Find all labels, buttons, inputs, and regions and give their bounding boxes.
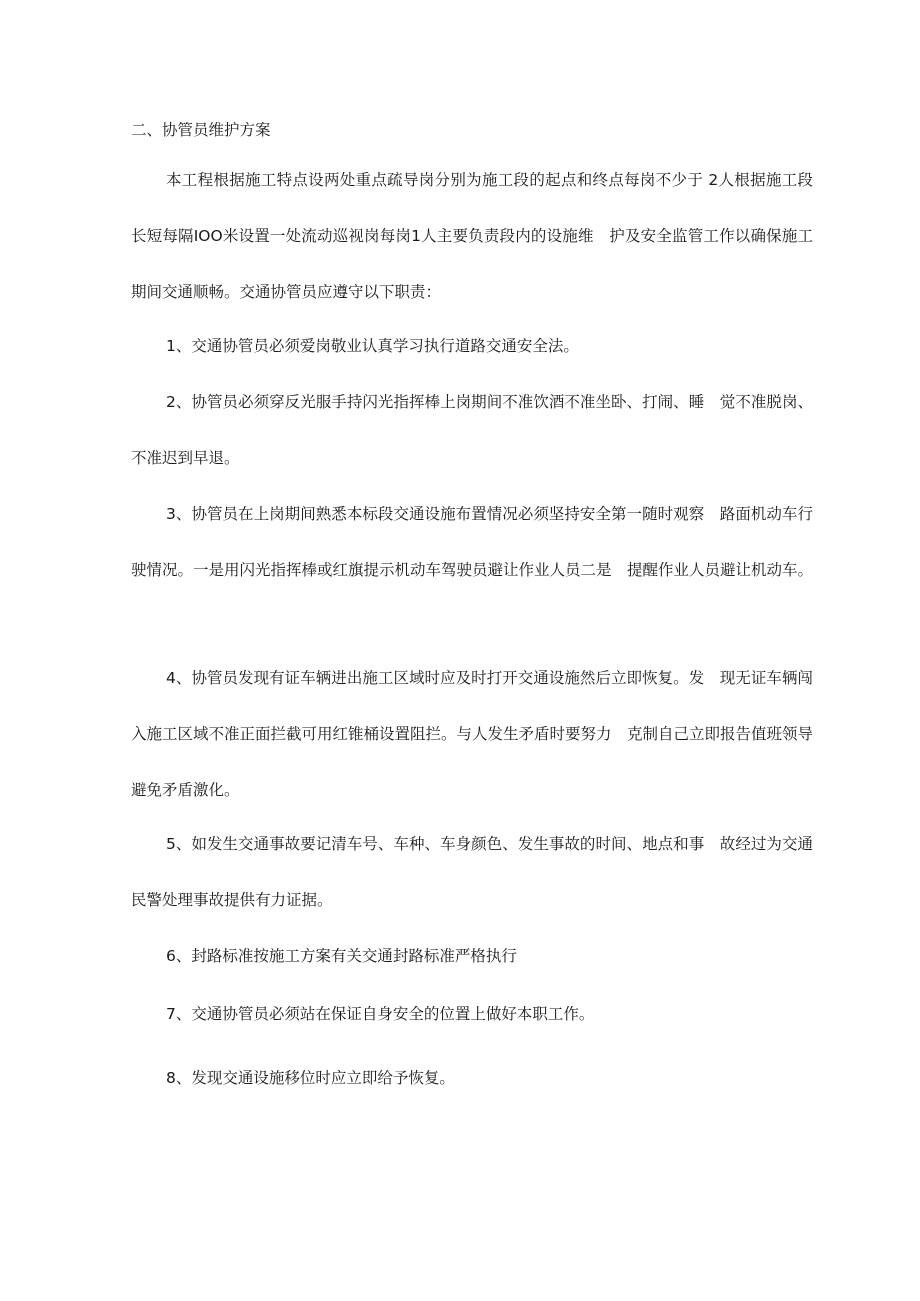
duty-item-3: 3、协管员在上岗期间熟悉本标段交通设施布置情况必须坚持安全第一随时观察 路面机动车行驶情况。一是用闪光指挥棒或红旗提示机动车驾驶员避让作业人员二是 提醒作业人员避让机动车。 <box>131 505 814 579</box>
duty-item-7: 7、交通协管员必须站在保证自身安全的位置上做好本职工作。 <box>166 1005 595 1023</box>
duty-item-6: 6、封路标准按施工方案有关交通封路标准严格执行 <box>166 947 517 965</box>
duty-item-4: 4、协管员发现有证车辆进出施工区域时应及时打开交通设施然后立即恢复。发 现无证车辆闯入施工区域不准正面拦截可用红锥桶设置阻拦。与人发生矛盾时要努力 克制自己立即报告值班领导避免矛盾激化。 <box>131 669 814 799</box>
intro-paragraph: 本工程根据施工特点设两处重点疏导岗分别为施工段的起点和终点每岗不少于 2人根据施工段长短每隔IOO米设置一处流动巡视岗每岗1人主要负责段内的设施维 护及安全监管工作以确保施工期间交通顺畅。交通协管员应遵守以下职责： <box>131 171 813 301</box>
duty-item-5: 5、如发生交通事故要记清车号、车种、车身颜色、发生事故的时间、地点和事 故经过为交通民警处理事故提供有力证据。 <box>131 835 813 909</box>
duty-item-8: 8、发现交通设施移位时应立即给予恢复。 <box>166 1069 455 1087</box>
section-heading: 二、协管员维护方案 <box>131 121 271 139</box>
duty-item-2: 2、协管员必须穿反光服手持闪光指挥棒上岗期间不准饮酒不准坐卧、打闹、睡 觉不准脱岗、不准迟到早退。 <box>131 393 813 467</box>
duty-item-1: 1、交通协管员必须爱岗敬业认真学习执行道路交通安全法。 <box>166 337 579 355</box>
